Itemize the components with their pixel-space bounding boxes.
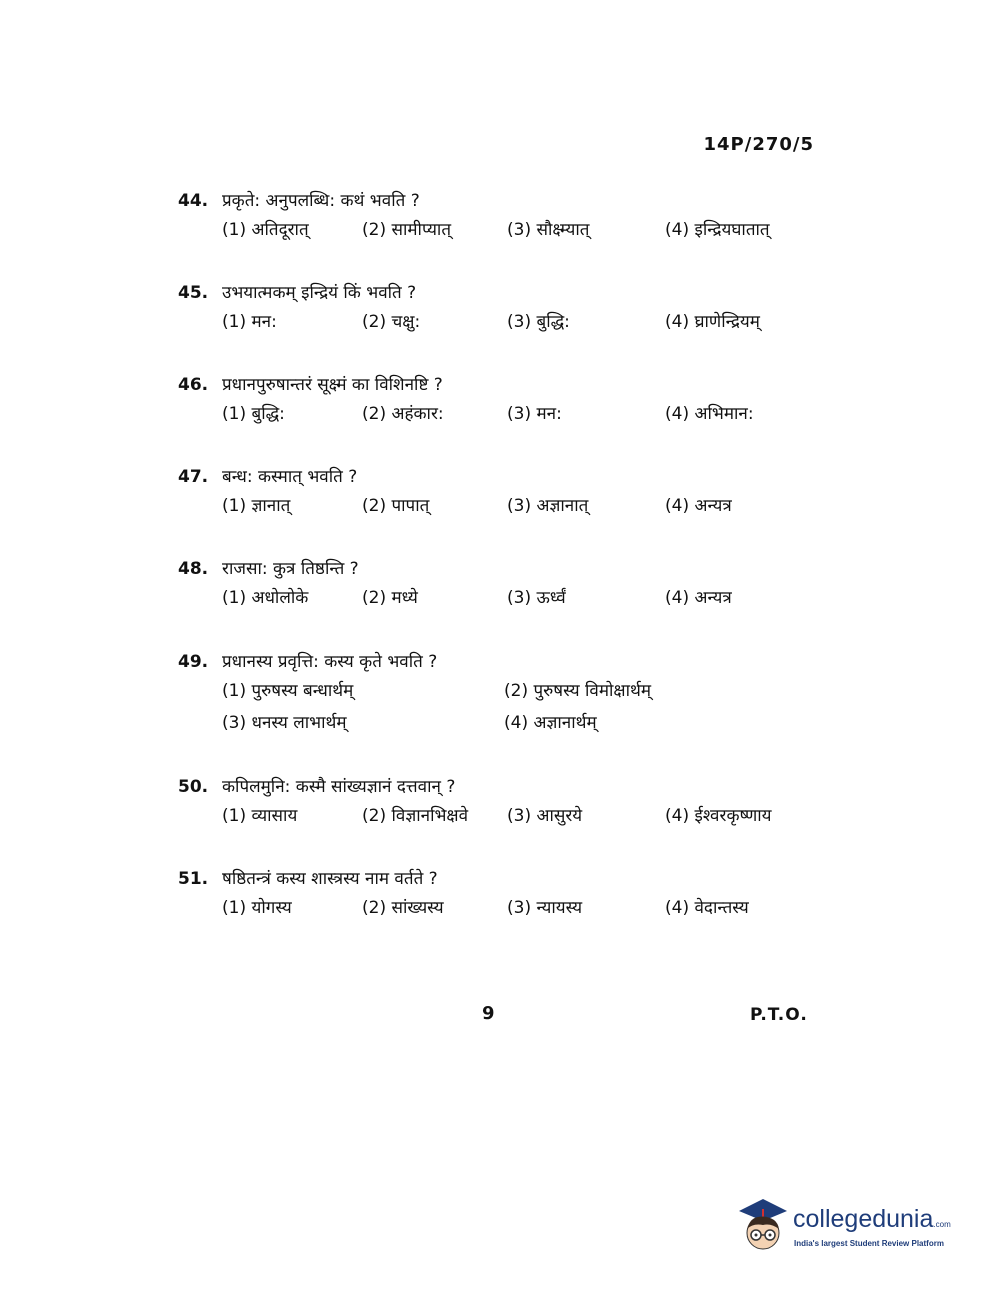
question-number: 45. (178, 283, 209, 303)
option-1: (1) मन: (222, 312, 277, 332)
option-3: (3) न्यायस्य (507, 898, 583, 918)
option-2: (2) अहंकार: (362, 404, 444, 424)
question-text: बन्ध: कस्मात् भवति ? (222, 467, 358, 487)
logo-tagline: India's largest Student Review Platform (794, 1239, 944, 1248)
option-1: (1) योगस्य (222, 898, 292, 918)
question-49 (178, 649, 818, 742)
option-1: (1) पुरुषस्य बन्धार्थम् (222, 681, 354, 701)
collegedunia-logo (733, 1195, 963, 1265)
option-1: (1) व्यासाय (222, 806, 298, 826)
option-4: (4) ईश्वरकृष्णाय (665, 806, 772, 826)
mascot-icon (733, 1195, 793, 1265)
question-46 (178, 372, 818, 433)
option-4: (4) इन्द्रियघातात् (665, 220, 770, 240)
option-2: (2) चक्षु: (362, 312, 421, 332)
option-4: (4) अन्यत्र (665, 496, 732, 516)
option-2: (2) पुरुषस्य विमोक्षार्थम् (504, 681, 652, 701)
option-2: (2) सांख्यस्य (362, 898, 444, 918)
option-3: (3) ऊर्ध्वं (507, 588, 566, 608)
option-3: (3) सौक्ष्म्यात् (507, 220, 590, 240)
question-47 (178, 464, 818, 525)
question-number: 47. (178, 467, 209, 487)
question-text: प्रधानस्य प्रवृत्ति: कस्य कृते भवति ? (222, 652, 438, 672)
option-3: (3) अज्ञानात् (507, 496, 589, 516)
question-48 (178, 556, 818, 617)
question-text: राजसा: कुत्र तिष्ठन्ति ? (222, 559, 359, 579)
option-4: (4) अन्यत्र (665, 588, 732, 608)
question-number: 48. (178, 559, 209, 579)
question-text: उभयात्मकम् इन्द्रियं किं भवति ? (222, 283, 417, 303)
question-number: 49. (178, 652, 209, 672)
question-text: प्रधानपुरुषान्तरं सूक्ष्मं का विशिनष्टि ? (222, 375, 443, 395)
question-number: 46. (178, 375, 209, 395)
option-2: (2) पापात् (362, 496, 430, 516)
option-1: (1) ज्ञानात् (222, 496, 291, 516)
option-4: (4) वेदान्तस्य (665, 898, 749, 918)
question-text: कपिलमुनि: कस्मै सांख्यज्ञानं दत्तवान् ? (222, 777, 456, 797)
option-1: (1) बुद्धि: (222, 404, 285, 424)
question-text: षष्ठितन्त्रं कस्य शास्त्रस्य नाम वर्तते ? (222, 869, 438, 889)
option-2: (2) सामीप्यात् (362, 220, 452, 240)
page-number: 9 (482, 1003, 495, 1024)
question-44 (178, 188, 818, 249)
question-50 (178, 774, 818, 835)
option-1: (1) अधोलोके (222, 588, 309, 608)
paper-code: 14P/270/5 (703, 134, 814, 155)
option-3: (3) बुद्धि: (507, 312, 570, 332)
option-1: (1) अतिदूरात् (222, 220, 309, 240)
question-text: प्रकृते: अनुपलब्धि: कथं भवति ? (222, 191, 420, 211)
option-2: (2) विज्ञानभिक्षवे (362, 806, 469, 826)
question-number: 50. (178, 777, 209, 797)
question-45 (178, 280, 818, 341)
question-51 (178, 866, 818, 927)
option-3: (3) आसुरये (507, 806, 583, 826)
option-4: (4) अज्ञानार्थम् (504, 713, 597, 733)
option-2: (2) मध्ये (362, 588, 418, 608)
option-3: (3) धनस्य लाभार्थम् (222, 713, 347, 733)
logo-name: collegedunia (793, 1205, 934, 1233)
option-4: (4) अभिमान: (665, 404, 754, 424)
question-number: 44. (178, 191, 209, 211)
logo-wordmark (793, 1205, 951, 1234)
pto-label: P.T.O. (750, 1005, 808, 1025)
question-number: 51. (178, 869, 209, 889)
logo-suffix: .com (933, 1220, 951, 1229)
option-4: (4) घ्राणेन्द्रियम् (665, 312, 760, 332)
option-3: (3) मन: (507, 404, 562, 424)
